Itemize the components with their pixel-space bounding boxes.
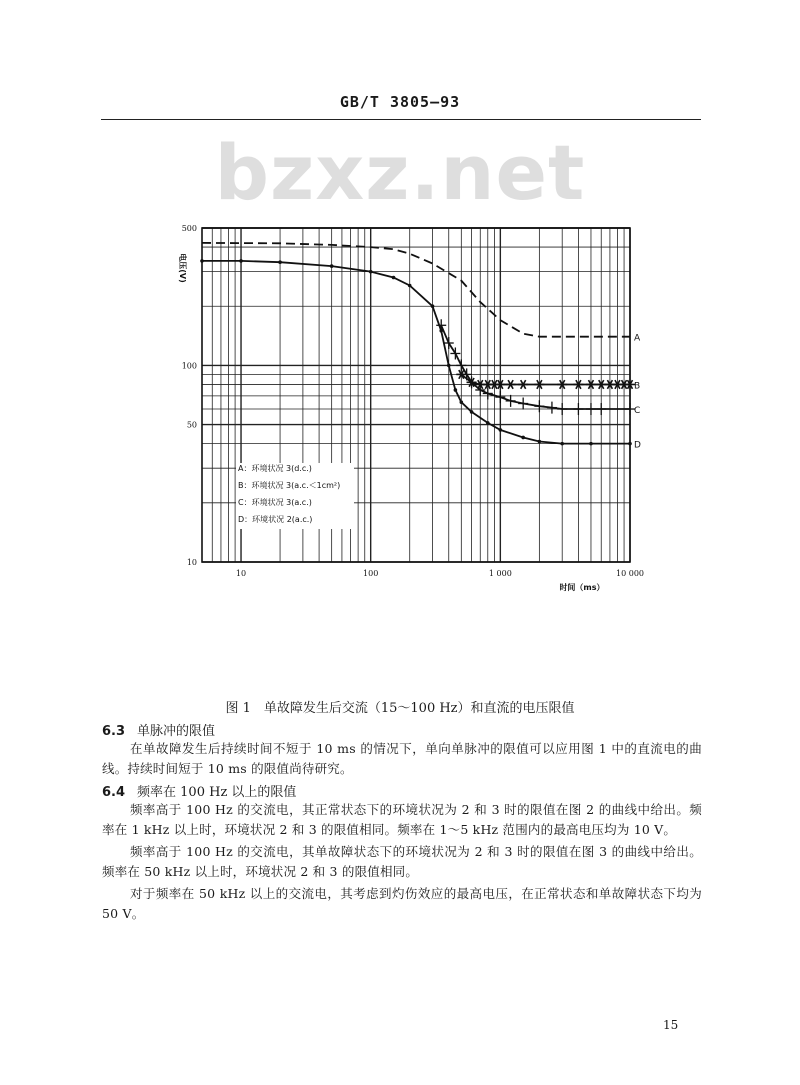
series-C-point [573, 403, 583, 415]
page-number: 15 [663, 1018, 679, 1032]
section-6-3-heading [102, 720, 215, 739]
x-axis-label: 时间（ms） [559, 583, 605, 592]
watermark-logo: bzxz.net [214, 128, 586, 217]
series-C-point [547, 402, 557, 414]
series-D-point [330, 264, 334, 268]
series-D-point [200, 259, 204, 263]
figure-caption: 图 1 单故障发生后交流（15～100 Hz）和直流的电压限值 [225, 701, 575, 716]
series-D-point [589, 442, 593, 446]
section-6-4-number: 6.4 [102, 785, 126, 800]
series-A-line [202, 243, 630, 337]
series-D-point [278, 260, 282, 264]
x-tick-label: 1 000 [488, 569, 512, 578]
section-6-4-paragraph-2: 频率高于 100 Hz 的交流电，其单故障状态下的环境状况为 2 和 3 时的限值在图 3 的曲线中给出。频率在 50 kHz 以上时，环境状况 2 和 3 的限值相同。 [102, 844, 702, 879]
series-D-point [239, 259, 243, 263]
series-D-point [408, 284, 412, 288]
series-C-point [557, 403, 567, 415]
section-6-4-heading [102, 781, 296, 800]
y-tick-label: 10 [186, 558, 197, 567]
y-tick-label: 100 [181, 361, 197, 371]
legend-entry: C：环境状况 3(a.c.) [238, 498, 312, 507]
series-B-point [518, 380, 528, 389]
legend-entry: B：环境状况 3(a.c.＜1cm²) [238, 481, 341, 490]
x-tick-label: 10 [235, 569, 247, 578]
series-D-point [499, 428, 503, 432]
series-D-point [538, 440, 542, 444]
series-D-point [392, 276, 396, 280]
series-C-point [506, 395, 516, 407]
series-D-label: D [634, 440, 641, 451]
x-tick-label: 10 000 [616, 569, 644, 578]
series-D-point [460, 400, 464, 404]
section-6-3-paragraph: 在单故障发生后持续时间不短于 10 ms 的情况下，单向单脉冲的限值可以应用图 1 中的直流电的曲线。持续时间短于 10 ms 的限值尚待研究。 [102, 741, 702, 776]
section-6-3-title: 单脉冲的限值 [137, 724, 216, 739]
chart-series [200, 243, 641, 451]
series-C-point [483, 387, 493, 399]
series-C-point [495, 391, 505, 403]
series-C-point [586, 403, 596, 415]
legend-entry: D：环境状况 2(a.c.) [238, 515, 313, 524]
series-D-point [560, 442, 564, 446]
y-axis-label: 电压(V) [178, 253, 187, 283]
series-D-line [202, 261, 630, 444]
series-D-point [447, 364, 451, 368]
standard-number-header: GB/T 3805—93 [339, 93, 461, 111]
series-B-point [506, 380, 516, 389]
series-D-point [454, 388, 458, 392]
series-D-point [521, 436, 525, 440]
y-tick-label: 500 [181, 224, 197, 233]
y-tick-label: 50 [186, 420, 197, 430]
series-D-point [470, 410, 474, 414]
series-D-point [628, 442, 632, 446]
x-tick-label: 100 [363, 569, 379, 578]
series-C-point [596, 403, 606, 415]
chart-legend [236, 463, 354, 529]
series-D-point [369, 270, 373, 274]
series-D-point [486, 421, 490, 425]
series-C-line [441, 325, 630, 409]
series-C-label: C [634, 406, 641, 417]
chart-axes [178, 224, 644, 592]
series-C-point [518, 398, 528, 410]
series-D-point [431, 304, 435, 308]
series-D-point [439, 329, 443, 333]
series-A-label: A [634, 333, 641, 344]
series-B-label: B [634, 381, 641, 392]
section-6-4-paragraph-1: 频率高于 100 Hz 的交流电，其正常状态下的环境状况为 2 和 3 时的限值在图 2 的曲线中给出。频率在 1 kHz 以上时，环境状况 2 和 3 的限值相同。频率在 1～5 kHz 范围内的最高电压均为 10 V。 [102, 802, 702, 837]
series-C-point [534, 400, 544, 412]
legend-entry: A：环境状况 3(d.c.) [238, 464, 312, 473]
section-6-4-paragraph-3: 对于频率在 50 kHz 以上的交流电，其考虑到灼伤效应的最高电压，在正常状态和单故障状态下均为 50 V。 [102, 886, 702, 921]
section-6-3-number: 6.3 [102, 724, 126, 739]
section-6-4-title: 频率在 100 Hz 以上的限值 [137, 785, 297, 800]
